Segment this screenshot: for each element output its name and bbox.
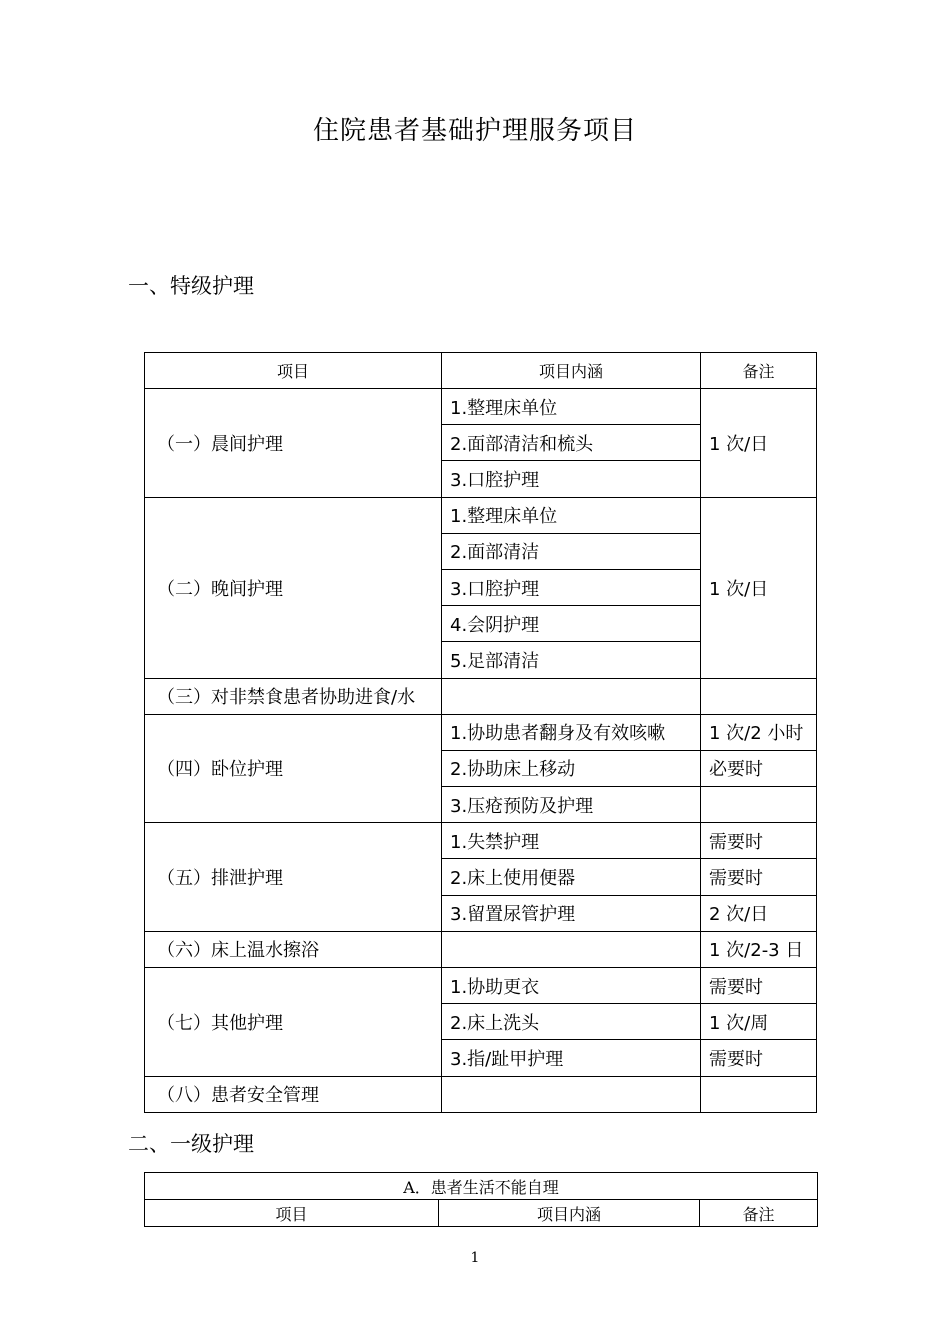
header-note: 备注 [700,1200,818,1227]
content-cell: 3.指/趾甲护理 [442,1040,701,1076]
content-cell: 4.会阴护理 [442,606,701,642]
content-cell: 1.协助患者翻身及有效咳嗽 [442,714,701,750]
table-row [145,678,817,714]
content-cell: 1.失禁护理 [442,823,701,859]
table-header-row [145,1200,818,1227]
note-cell: 1 次/日 [701,497,817,678]
table-subtitle-row [145,1173,818,1200]
note-cell: 1 次/2-3 日 [701,931,817,967]
document-title: 住院患者基础护理服务项目 [312,116,637,146]
note-cell: 1 次/2 小时 [701,714,817,750]
table-row [145,714,817,750]
item-cell: （五）排泄护理 [145,823,442,932]
note-cell: 需要时 [701,859,817,895]
content-cell: 5.足部清洁 [442,642,701,678]
content-cell [442,678,701,714]
note-cell [701,1076,817,1112]
content-cell: 3.留置尿管护理 [442,895,701,931]
table-row [145,389,817,425]
content-cell: 2.床上洗头 [442,1004,701,1040]
content-cell: 2.面部清洁 [442,533,701,569]
table-header-row [145,353,817,389]
table-subtitle: A．患者生活不能自理 [145,1173,818,1200]
header-item: 项目 [145,1200,439,1227]
note-cell [701,678,817,714]
header-content: 项目内涵 [442,353,701,389]
item-cell: （七）其他护理 [145,968,442,1077]
header-item: 项目 [145,353,442,389]
note-cell: 1 次/周 [701,1004,817,1040]
note-cell: 必要时 [701,750,817,786]
content-cell: 3.口腔护理 [442,461,701,497]
table-row [145,931,817,967]
header-note: 备注 [701,353,817,389]
content-cell [442,931,701,967]
header-content: 项目内涵 [439,1200,700,1227]
item-cell: （二）晚间护理 [145,497,442,678]
content-cell: 2.面部清洁和梳头 [442,425,701,461]
note-cell: 需要时 [701,1040,817,1076]
content-cell: 1.整理床单位 [442,389,701,425]
content-cell: 2.协助床上移动 [442,750,701,786]
note-cell: 2 次/日 [701,895,817,931]
table-row [145,823,817,859]
table-row [145,968,817,1004]
table-row [145,497,817,533]
content-cell: 1.整理床单位 [442,497,701,533]
page-number: 1 [470,1250,480,1266]
note-cell [701,787,817,823]
table-row [145,1076,817,1112]
section-heading-special-care: 一、特级护理 [128,274,254,298]
content-cell: 3.压疮预防及护理 [442,787,701,823]
content-cell: 1.协助更衣 [442,968,701,1004]
item-cell: （三）对非禁食患者协助进食/水 [145,678,442,714]
item-cell: （六）床上温水擦浴 [145,931,442,967]
level-one-care-table [144,1172,818,1227]
note-cell: 1 次/日 [701,389,817,498]
content-cell: 3.口腔护理 [442,569,701,605]
special-care-table [144,352,817,1113]
note-cell: 需要时 [701,823,817,859]
note-cell: 需要时 [701,968,817,1004]
content-cell: 2.床上使用便器 [442,859,701,895]
item-cell: （一）晨间护理 [145,389,442,498]
content-cell [442,1076,701,1112]
section-heading-level-one-care: 二、一级护理 [128,1132,254,1156]
item-cell: （四）卧位护理 [145,714,442,823]
special-care-table-body [145,389,817,1113]
item-cell: （八）患者安全管理 [145,1076,442,1112]
